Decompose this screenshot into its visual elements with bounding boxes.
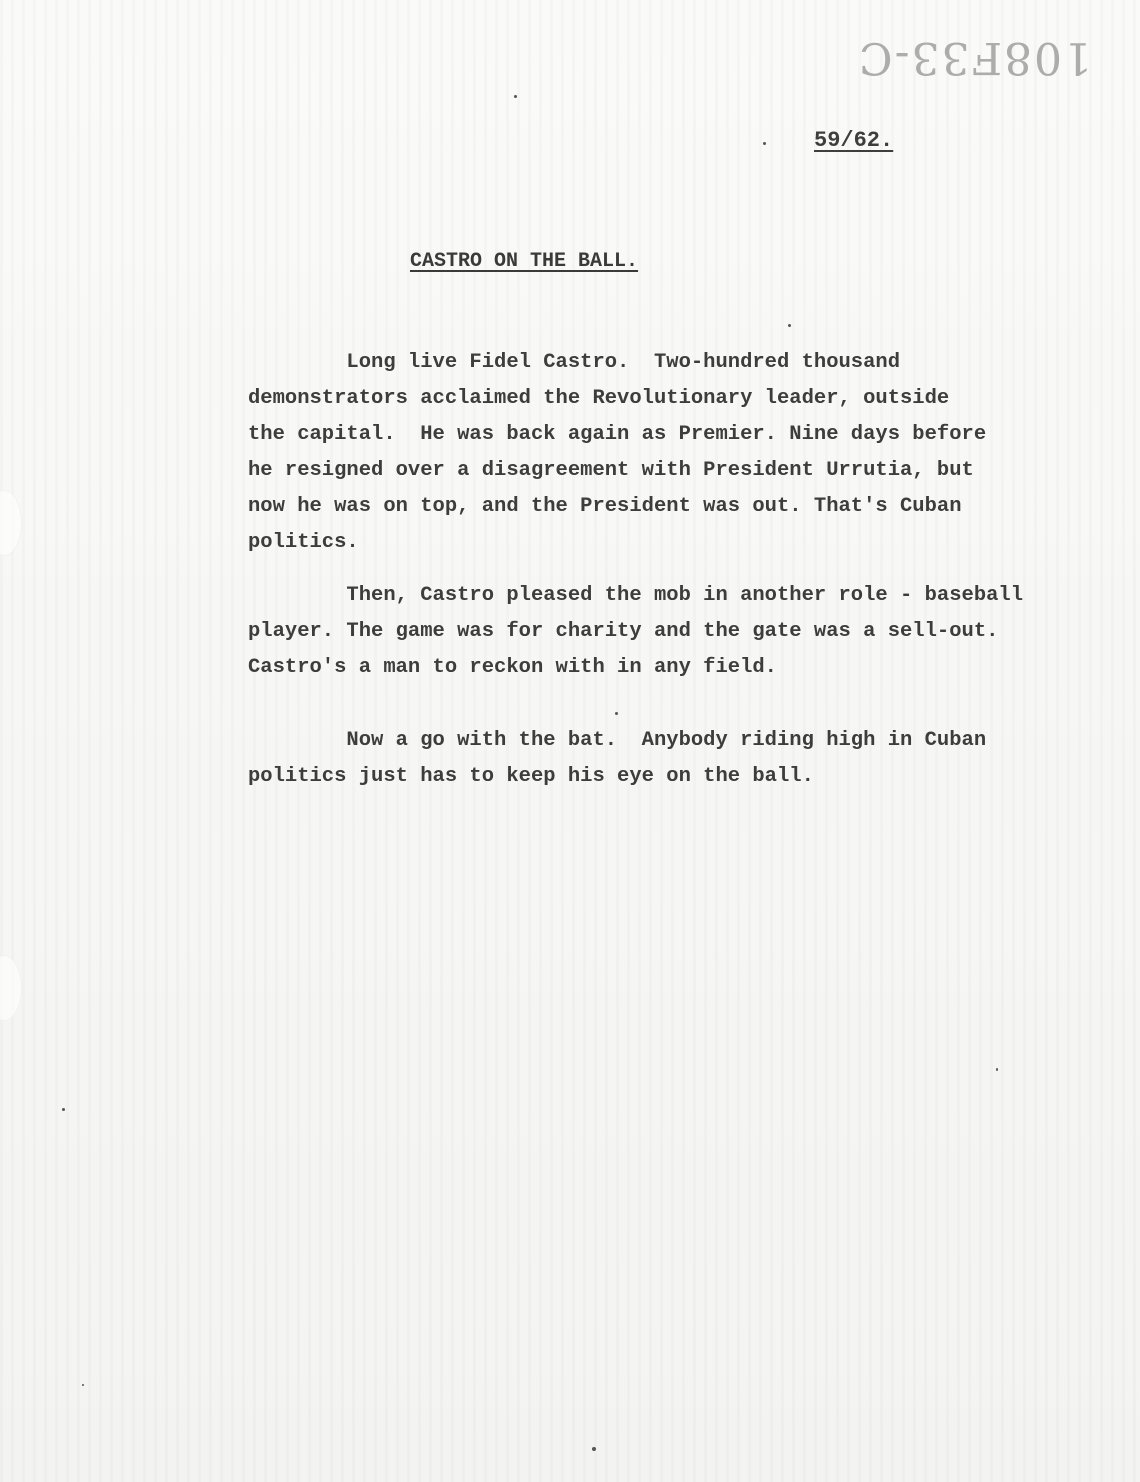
speck — [763, 142, 766, 145]
speck — [82, 1384, 84, 1386]
speck — [592, 1447, 596, 1451]
handwritten-reference: 108F33-C — [856, 32, 1092, 83]
page-number: 59/62. — [814, 128, 894, 153]
paragraph-3: Now a go with the bat. Anybody riding high in Cuban politics just has to keep his eye on the ball. — [248, 729, 987, 788]
paragraph-1: Long live Fidel Castro. Two-hundred thousand demonstrators acclaimed the Revolutionary leader, outside the capital. He was back again as Premier. Nine days before he resigned over a disagreement with President Urrutia, but now he was on top, and the President was out. That's Cuban politics. — [248, 351, 987, 554]
punch-hole — [0, 490, 22, 556]
punch-hole — [0, 955, 22, 1021]
document-title: CASTRO ON THE BALL. — [410, 250, 639, 273]
speck — [62, 1108, 65, 1111]
speck — [514, 95, 517, 98]
paragraph-2: Then, Castro pleased the mob in another role - baseball player. The game was for charity and the gate was a sell-out. Castro's a man to reckon with in any field. — [248, 584, 1024, 679]
speck — [788, 324, 791, 327]
speck — [996, 1068, 998, 1071]
speck — [615, 712, 618, 715]
